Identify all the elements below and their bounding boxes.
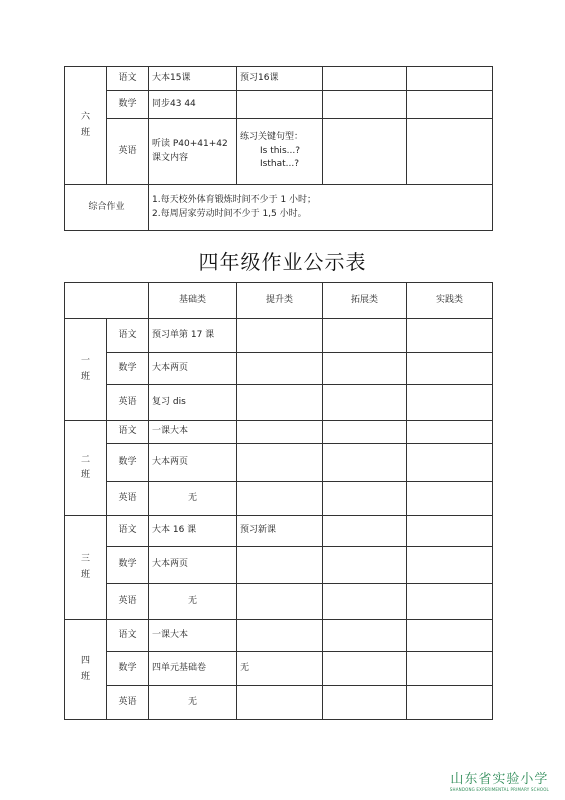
subject-cell: 数学 <box>107 547 149 584</box>
extension-cell <box>323 119 407 185</box>
comprehensive-label: 综合作业 <box>65 185 149 231</box>
subject-cell: 数学 <box>107 353 149 385</box>
table-row <box>65 421 493 444</box>
advanced-cell <box>237 385 323 421</box>
subject-cell: 数学 <box>107 444 149 482</box>
extension-cell <box>323 444 407 482</box>
practice-cell <box>407 652 493 686</box>
basic-cell: 大本两页 <box>149 444 237 482</box>
class-cell <box>65 319 107 421</box>
subject-cell: 语文 <box>107 67 149 91</box>
advanced-line: 练习关键句型： <box>240 132 304 143</box>
table-row <box>65 652 493 686</box>
header-extension: 拓展类 <box>323 283 407 319</box>
subject-cell: 数学 <box>107 652 149 686</box>
class-cell <box>65 67 107 185</box>
comprehensive-content <box>149 185 493 231</box>
basic-cell: 大本 16 课 <box>149 516 237 547</box>
basic-cell <box>149 119 237 185</box>
class-name: 二班 <box>80 454 90 480</box>
subject-cell: 英语 <box>107 482 149 516</box>
advanced-cell <box>237 584 323 620</box>
advanced-cell <box>237 421 323 444</box>
extension-cell <box>323 620 407 652</box>
practice-cell <box>407 319 493 353</box>
header-blank <box>65 283 149 319</box>
practice-cell <box>407 421 493 444</box>
header-advanced: 提升类 <box>237 283 323 319</box>
class-cell <box>65 620 107 720</box>
basic-cell: 复习 dis <box>149 385 237 421</box>
advanced-cell: 无 <box>237 652 323 686</box>
practice-cell <box>407 547 493 584</box>
extension-cell <box>323 353 407 385</box>
advanced-cell <box>237 444 323 482</box>
table-row <box>65 67 493 91</box>
table-row <box>65 185 493 231</box>
advanced-line: Is this...? <box>260 145 300 156</box>
basic-cell: 无 <box>149 686 237 720</box>
school-logo-english: SHANDONG EXPERIMENTAL PRIMARY SCHOOL <box>449 787 549 792</box>
class-cell <box>65 421 107 516</box>
basic-cell: 一课大本 <box>149 421 237 444</box>
table-row <box>65 353 493 385</box>
practice-cell <box>407 119 493 185</box>
subject-cell: 英语 <box>107 584 149 620</box>
comprehensive-line: 2.每周居家劳动时间不少于 1,5 小时。 <box>152 208 307 219</box>
table-row <box>65 516 493 547</box>
subject-cell: 英语 <box>107 686 149 720</box>
extension-cell <box>323 421 407 444</box>
table-row <box>65 119 493 185</box>
table-row <box>65 584 493 620</box>
header-row <box>65 283 493 319</box>
subject-cell: 数学 <box>107 91 149 119</box>
practice-cell <box>407 686 493 720</box>
extension-cell <box>323 319 407 353</box>
advanced-cell <box>237 353 323 385</box>
class-name: 四班 <box>80 656 90 682</box>
class-cell <box>65 516 107 620</box>
subject-cell: 语文 <box>107 620 149 652</box>
basic-cell: 预习单第 17 课 <box>149 319 237 353</box>
advanced-cell <box>237 620 323 652</box>
basic-cell: 四单元基础卷 <box>149 652 237 686</box>
extension-cell <box>323 584 407 620</box>
advanced-cell <box>237 119 323 185</box>
table-row <box>65 547 493 584</box>
advanced-line: Isthat...? <box>260 159 299 170</box>
extension-cell <box>323 652 407 686</box>
school-logo <box>450 768 549 792</box>
advanced-cell: 预习16课 <box>237 67 323 91</box>
table-row <box>65 319 493 353</box>
extension-cell <box>323 686 407 720</box>
subject-cell: 语文 <box>107 516 149 547</box>
practice-cell <box>407 67 493 91</box>
subject-cell: 语文 <box>107 319 149 353</box>
subject-cell: 英语 <box>107 119 149 185</box>
basic-cell: 无 <box>149 482 237 516</box>
comprehensive-line: 1.每天校外体育锻炼时间不少于 1 小时； <box>152 195 317 205</box>
class-name: 一班 <box>80 356 90 382</box>
extension-cell <box>323 516 407 547</box>
extension-cell <box>323 547 407 584</box>
table-row <box>65 444 493 482</box>
subject-cell: 语文 <box>107 421 149 444</box>
table-row <box>65 686 493 720</box>
advanced-cell <box>237 319 323 353</box>
practice-cell <box>407 385 493 421</box>
practice-cell <box>407 516 493 547</box>
basic-cell: 同步43 44 <box>149 91 237 119</box>
basic-line: 听读 P40+41+42 <box>152 139 228 149</box>
advanced-cell <box>237 482 323 516</box>
subject-cell: 英语 <box>107 385 149 421</box>
extension-cell <box>323 482 407 516</box>
class-name: 三班 <box>80 554 90 580</box>
extension-cell <box>323 91 407 119</box>
table-row <box>65 91 493 119</box>
table-row <box>65 385 493 421</box>
basic-cell: 大本两页 <box>149 353 237 385</box>
advanced-cell <box>237 686 323 720</box>
basic-line: 课文内容 <box>152 152 189 163</box>
class-name: 六班 <box>80 112 90 138</box>
practice-cell <box>407 444 493 482</box>
advanced-cell: 预习新课 <box>237 516 323 547</box>
extension-cell <box>323 67 407 91</box>
practice-cell <box>407 482 493 516</box>
page-title: 四年级作业公示表 <box>198 250 367 274</box>
header-basic: 基础类 <box>149 283 237 319</box>
practice-cell <box>407 91 493 119</box>
basic-cell: 大本两页 <box>149 547 237 584</box>
school-logo-name: 山东省实验小学 <box>450 772 549 787</box>
extension-cell <box>323 385 407 421</box>
practice-cell <box>407 584 493 620</box>
table-row <box>65 620 493 652</box>
class-six-table <box>64 66 493 231</box>
practice-cell <box>407 353 493 385</box>
homework-table <box>64 282 493 720</box>
header-practice: 实践类 <box>407 283 493 319</box>
advanced-cell <box>237 547 323 584</box>
table-row <box>65 482 493 516</box>
advanced-cell <box>237 91 323 119</box>
basic-cell: 大本15课 <box>149 67 237 91</box>
basic-cell: 无 <box>149 584 237 620</box>
basic-cell: 一课大本 <box>149 620 237 652</box>
practice-cell <box>407 620 493 652</box>
